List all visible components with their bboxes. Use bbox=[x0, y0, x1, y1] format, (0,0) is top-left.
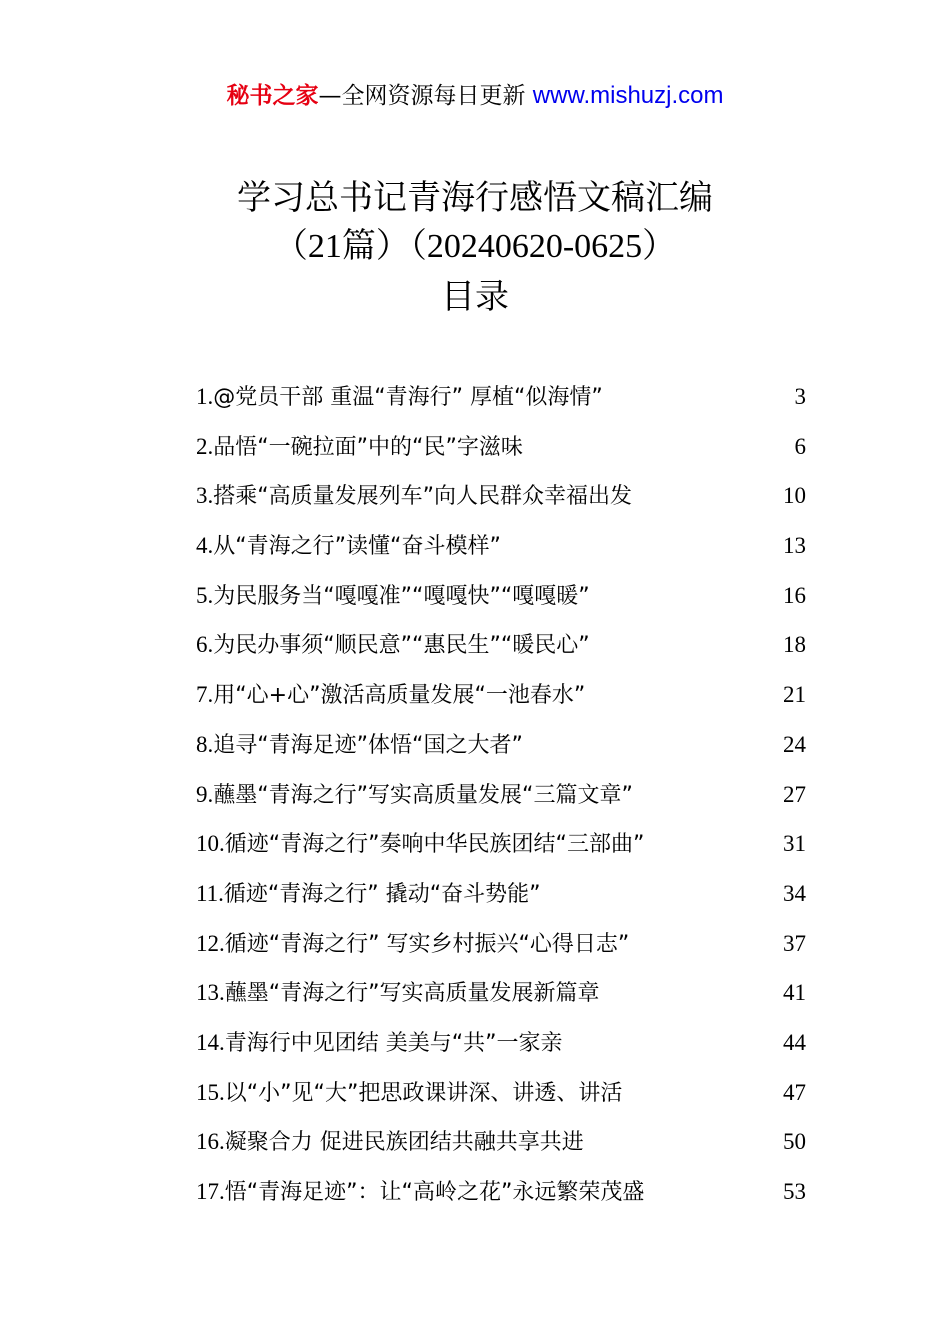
toc-entry[interactable] bbox=[196, 1167, 806, 1217]
toc-entry[interactable] bbox=[196, 372, 806, 422]
toc-entry[interactable] bbox=[196, 670, 806, 720]
toc-entry[interactable] bbox=[196, 1068, 806, 1118]
toc-entry[interactable] bbox=[196, 422, 806, 472]
toc-entry-title: 从“青海之行”读懂“奋斗模样” bbox=[213, 534, 501, 560]
toc-entry-number: 1. bbox=[196, 384, 214, 409]
toc-entry[interactable] bbox=[196, 770, 806, 820]
toc-heading: 目录 bbox=[441, 277, 509, 317]
document-subtitle: （21篇）（20240620-0625） bbox=[273, 228, 677, 265]
toc-entry-page: 10 bbox=[783, 483, 806, 509]
toc-entry-page: 41 bbox=[783, 980, 806, 1006]
toc-entry-page: 13 bbox=[783, 533, 806, 559]
toc-entry-title: 以“小”见“大”把思政课讲深、讲透、讲活 bbox=[224, 1080, 623, 1106]
toc-entry-number: 13. bbox=[196, 980, 225, 1006]
table-of-contents bbox=[196, 372, 806, 1217]
toc-entry-page: 21 bbox=[783, 682, 806, 708]
toc-entry-page: 50 bbox=[783, 1129, 806, 1155]
toc-entry[interactable] bbox=[196, 571, 806, 621]
toc-entry-page: 31 bbox=[783, 831, 806, 857]
toc-entry[interactable] bbox=[196, 819, 806, 869]
toc-entry-page: 18 bbox=[783, 632, 806, 658]
toc-entry-number: 10. bbox=[196, 831, 225, 857]
toc-entry-number: 3. bbox=[196, 483, 214, 509]
site-url-link[interactable]: www.mishuzj.com bbox=[532, 82, 724, 109]
toc-entry-page: 44 bbox=[783, 1029, 806, 1055]
toc-entry[interactable] bbox=[196, 869, 806, 919]
toc-entry[interactable] bbox=[196, 1117, 806, 1167]
brand-name: 秘书之家 bbox=[226, 83, 319, 109]
toc-entry-page: 24 bbox=[783, 731, 806, 757]
toc-entry-page: 3 bbox=[794, 384, 806, 409]
toc-entry-page: 34 bbox=[783, 880, 806, 906]
toc-entry-number: 15. bbox=[196, 1079, 225, 1105]
toc-entry-title: 循迹“青海之行” 写实乡村振兴“心得日志” bbox=[224, 931, 630, 957]
toc-entry-number: 12. bbox=[196, 930, 225, 956]
toc-entry-title: @党员干部 重温“青海行” 厚植“似海情” bbox=[213, 385, 603, 410]
toc-entry[interactable] bbox=[196, 919, 806, 969]
toc-entry-title: 青海行中见团结 美美与“共”一家亲 bbox=[224, 1030, 563, 1056]
toc-entry-page: 53 bbox=[783, 1179, 806, 1204]
toc-entry[interactable] bbox=[196, 521, 806, 571]
toc-entry[interactable] bbox=[196, 968, 806, 1018]
toc-entry-page: 27 bbox=[783, 781, 806, 807]
toc-entry-number: 17. bbox=[196, 1179, 225, 1204]
toc-entry-number: 4. bbox=[196, 533, 214, 559]
toc-entry-title: 循迹“青海之行”奏响中华民族团结“三部曲” bbox=[224, 832, 645, 858]
toc-entry-number: 2. bbox=[196, 433, 214, 459]
toc-entry-number: 11. bbox=[196, 880, 224, 906]
banner-tagline: —全网资源每日更新 bbox=[318, 83, 533, 109]
toc-entry-number: 16. bbox=[196, 1129, 225, 1155]
site-banner bbox=[0, 78, 950, 114]
toc-entry-page: 6 bbox=[794, 433, 806, 459]
toc-entry[interactable] bbox=[196, 1018, 806, 1068]
toc-entry-title: 用“心+心”激活高质量发展“一池春水” bbox=[213, 683, 586, 709]
toc-entry-page: 47 bbox=[783, 1079, 806, 1105]
toc-entry-title: 循迹“青海之行” 撬动“奋斗势能” bbox=[223, 881, 541, 907]
toc-entry-title: 为民办事须“顺民意”“惠民生”“暖民心” bbox=[213, 633, 590, 659]
toc-entry-title: 为民服务当“嘎嘎准”“嘎嘎快”“嘎嘎暖” bbox=[213, 583, 590, 609]
document-title: 学习总书记青海行感悟文稿汇编 bbox=[237, 178, 713, 218]
toc-entry-number: 9. bbox=[196, 781, 214, 807]
toc-entry-page: 37 bbox=[783, 930, 806, 956]
toc-entry-number: 14. bbox=[196, 1029, 225, 1055]
toc-entry[interactable] bbox=[196, 720, 806, 770]
toc-entry-page: 16 bbox=[783, 582, 806, 608]
toc-entry[interactable] bbox=[196, 471, 806, 521]
toc-entry-number: 7. bbox=[196, 682, 214, 708]
toc-entry-number: 6. bbox=[196, 632, 214, 658]
toc-entry-title: 凝聚合力 促进民族团结共融共享共进 bbox=[224, 1130, 584, 1156]
toc-entry[interactable] bbox=[196, 620, 806, 670]
toc-entry-title: 追寻“青海足迹”体悟“国之大者” bbox=[213, 732, 523, 758]
toc-entry-title: 蘸墨“青海之行”写实高质量发展新篇章 bbox=[224, 981, 600, 1007]
toc-entry-number: 5. bbox=[196, 582, 214, 608]
toc-entry-number: 8. bbox=[196, 731, 214, 757]
toc-entry-title: 悟“青海足迹”：让“高岭之花”永远繁荣茂盛 bbox=[224, 1180, 645, 1205]
toc-entry-title: 品悟“一碗拉面”中的“民”字滋味 bbox=[213, 434, 523, 460]
toc-entry-title: 蘸墨“青海之行”写实高质量发展“三篇文章” bbox=[213, 782, 633, 808]
toc-entry-title: 搭乘“高质量发展列车”向人民群众幸福出发 bbox=[213, 484, 633, 510]
